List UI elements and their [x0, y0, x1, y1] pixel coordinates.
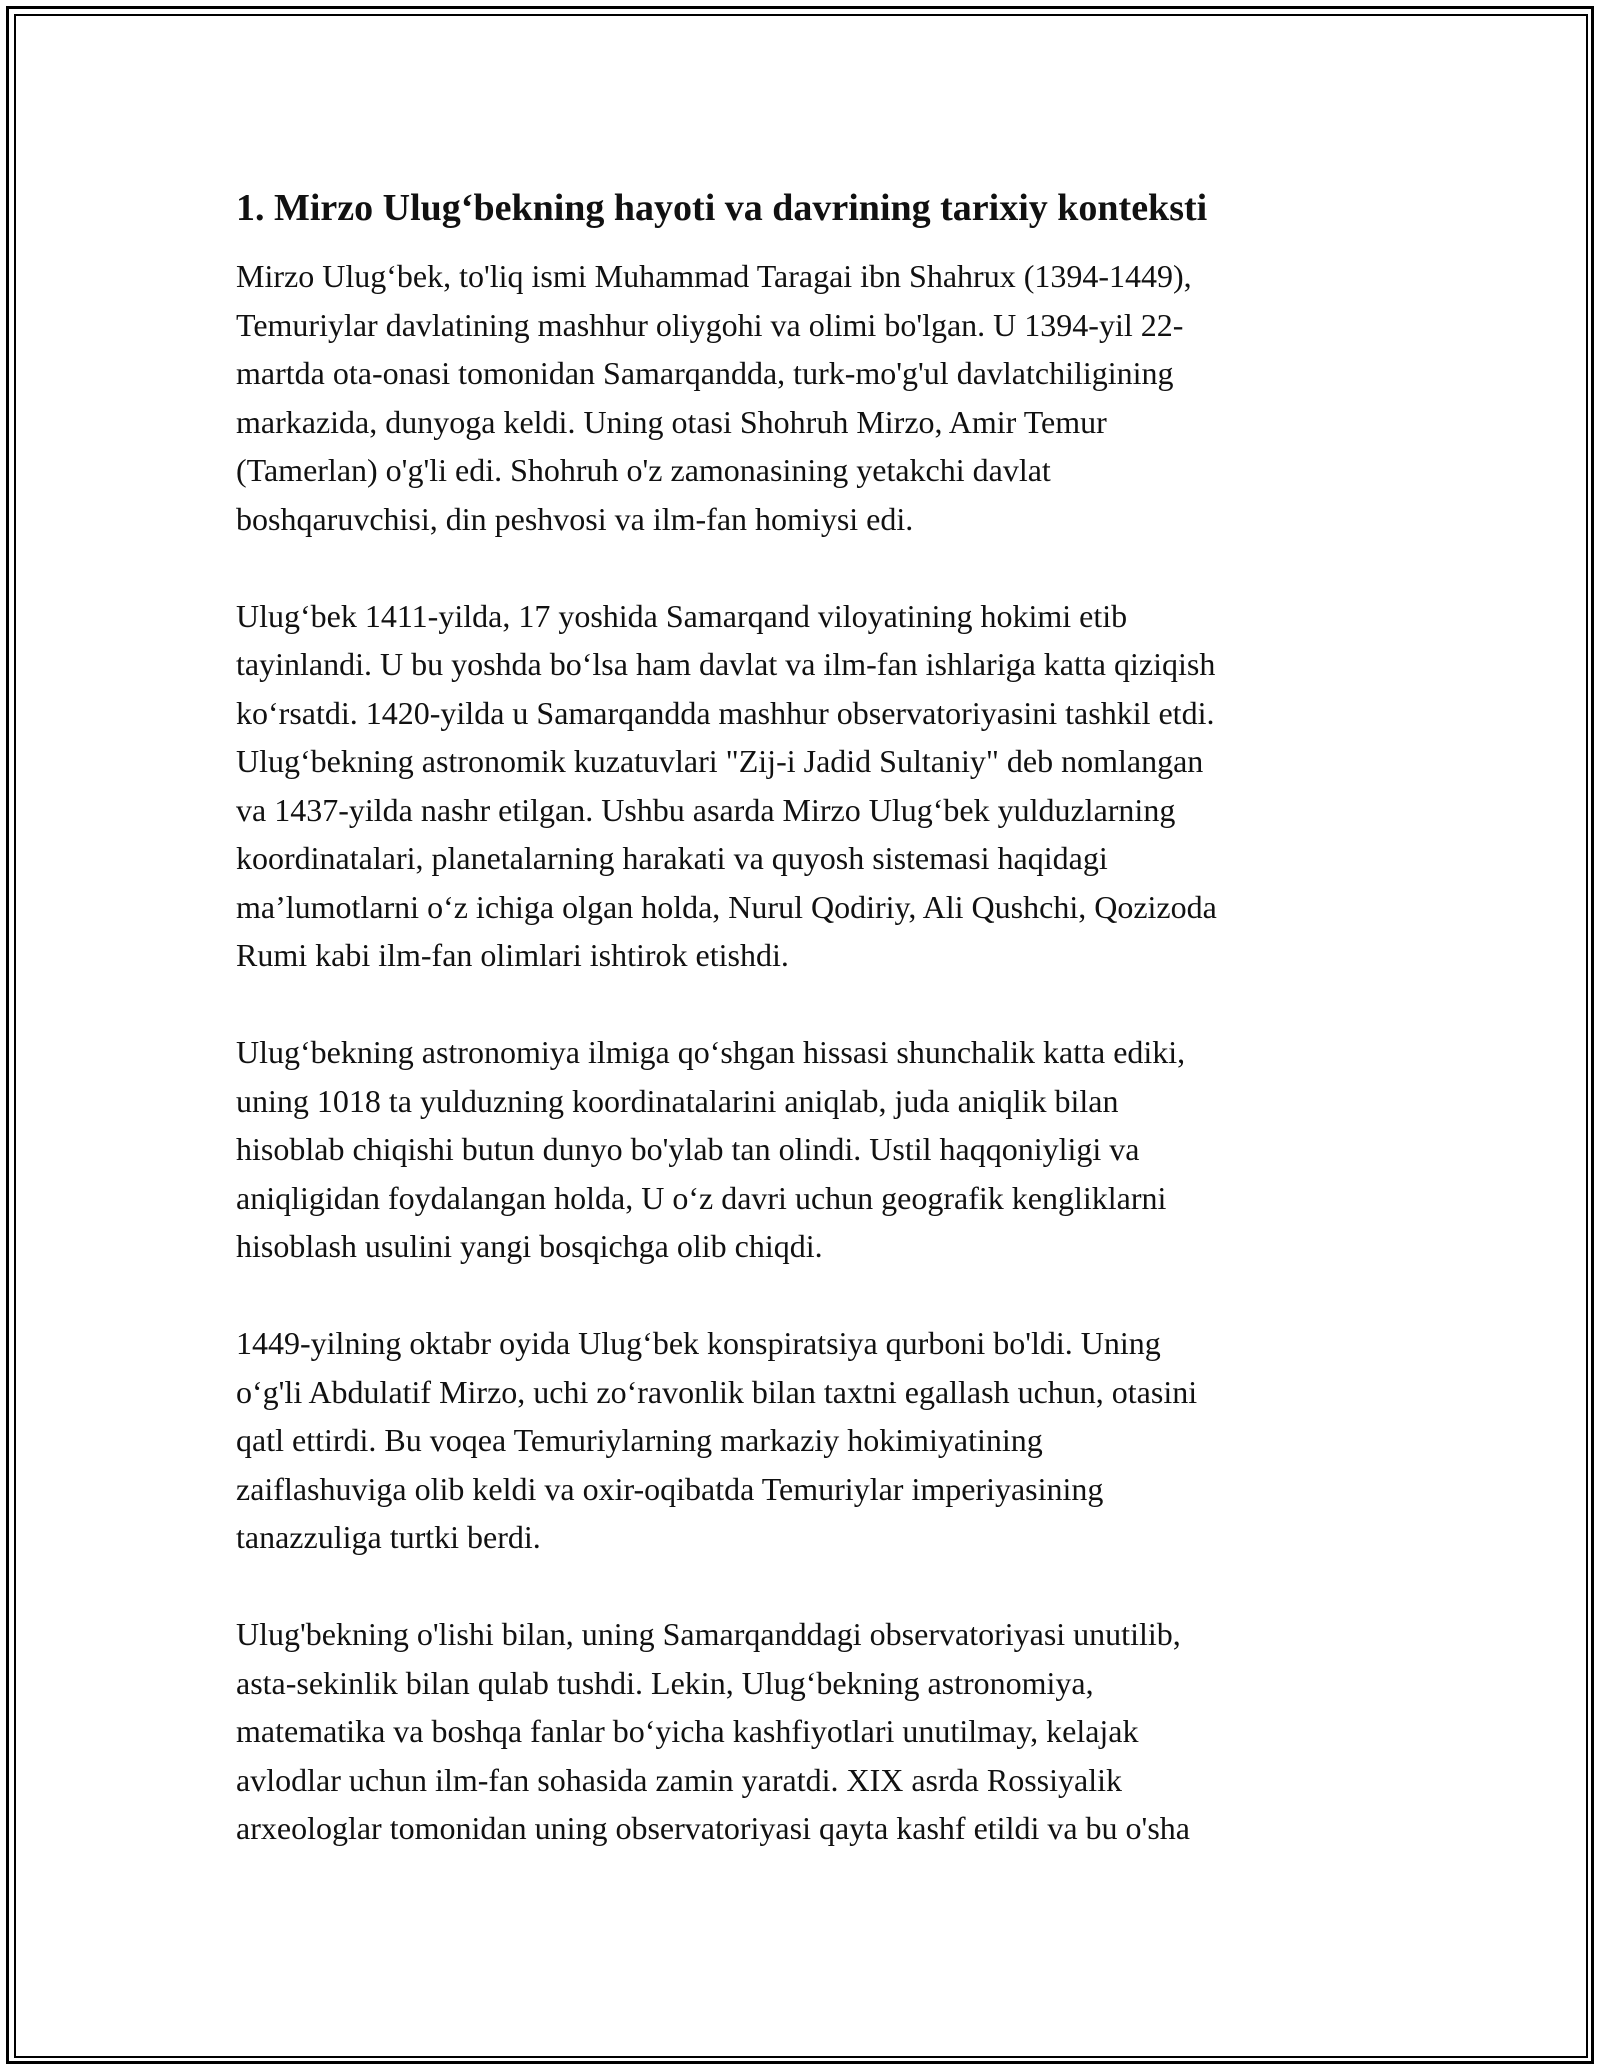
- paragraph-line: qatl ettirdi. Bu voqea Temuriylarning markaziy hokimiyatining: [236, 1422, 1043, 1458]
- section-heading: 1. Mirzo Ulug‘bekning hayoti va davrining tarixiy konteksti: [236, 187, 1208, 229]
- paragraph-line: tayinlandi. U bu yoshda bo‘lsa ham davlat va ilm-fan ishlariga katta qiziqish: [236, 646, 1216, 682]
- paragraph-line: o‘g'li Abdulatif Mirzo, uchi zo‘ravonlik bilan taxtni egallash uchun, otasini: [236, 1373, 1198, 1410]
- paragraph-line: uning 1018 ta yulduzning koordinatalarini aniqlab, juda aniqlik bilan: [236, 1082, 1119, 1119]
- paragraph-line: Rumi kabi ilm-fan olimlari ishtirok etishdi.: [236, 937, 789, 973]
- paragraph-line: aniqligidan foydalangan holda, U o‘z davri uchun geografik kengliklarni: [236, 1179, 1167, 1216]
- paragraph-line: avlodlar uchun ilm-fan sohasida zamin yaratdi. XIX asrda Rossiyalik: [236, 1761, 1122, 1798]
- paragraph-4: [236, 1319, 1376, 1562]
- paragraph-line: Temuriylar davlatining mashhur oliygohi va olimi bo'lgan. U 1394-yil 22-: [236, 306, 1184, 343]
- paragraph-line: ma’lumotlarni o‘z ichiga olgan holda, Nurul Qodiriy, Ali Qushchi, Qozizoda: [236, 888, 1217, 925]
- paragraph-line: asta-sekinlik bilan qulab tushdi. Lekin, Ulug‘bekning astronomiya,: [236, 1664, 1094, 1701]
- paragraph-line: hisoblab chiqishi butun dunyo bo'ylab tan olindi. Ustil haqqoniyligi va: [236, 1131, 1140, 1167]
- paragraph-line: Ulug'bekning o'lishi bilan, uning Samarqanddagi observatoriyasi unutilib,: [236, 1616, 1181, 1652]
- paragraph-5: [236, 1610, 1376, 1853]
- paragraph-line: markazida, dunyoga keldi. Uning otasi Shohruh Mirzo, Amir Temur: [236, 403, 1107, 440]
- paragraph-line: boshqaruvchisi, din peshvosi va ilm-fan homiysi edi.: [236, 500, 914, 537]
- paragraph-line: Mirzo Ulug‘bek, to'liq ismi Muhammad Taragai ibn Shahrux (1394-1449),: [236, 258, 1192, 294]
- paragraph-line: Ulug‘bekning astronomik kuzatuvlari "Zij-i Jadid Sultaniy" deb nomlangan: [236, 743, 1204, 779]
- paragraph-line: hisoblash usulini yangi bosqichga olib chiqdi.: [236, 1228, 823, 1264]
- paragraph-line: Ulug‘bek 1411-yilda, 17 yoshida Samarqand viloyatining hokimi etib: [236, 597, 1128, 634]
- paragraph-line: zaiflashuviga olib keldi va oxir-oqibatda Temuriylar imperiyasining: [236, 1470, 1104, 1507]
- paragraph-line: martda ota-onasi tomonidan Samarqandda, turk-mo'g'ul davlatchiligining: [236, 355, 1174, 391]
- paragraph-line: 1449-yilning oktabr oyida Ulug‘bek konspiratsiya qurboni bo'ldi. Uning: [236, 1325, 1161, 1361]
- paragraph-line: tanazzuliga turtki berdi.: [236, 1519, 541, 1555]
- paragraph-line: ko‘rsatdi. 1420-yilda u Samarqandda mashhur observatoriyasini tashkil etdi.: [236, 694, 1215, 731]
- paragraph-line: arxeologlar tomonidan uning observatoriyasi qayta kashf etildi va bu o'sha: [236, 1810, 1190, 1846]
- paragraph-line: Ulug‘bekning astronomiya ilmiga qo‘shgan hissasi shunchalik katta ediki,: [236, 1034, 1186, 1070]
- paragraph-line: va 1437-yilda nashr etilgan. Ushbu asarda Mirzo Ulug‘bek yulduzlarning: [236, 791, 1176, 828]
- paragraph-line: (Tamerlan) o'g'li edi. Shohruh o'z zamonasining yetakchi davlat: [236, 452, 1051, 488]
- paragraph-line: matematika va boshqa fanlar bo‘yicha kashfiyotlari unutilmay, kelajak: [236, 1713, 1139, 1749]
- paragraph-1: [236, 252, 1376, 543]
- paragraph-line: koordinatalari, planetalarning harakati va quyosh sistemasi haqidagi: [236, 840, 1108, 876]
- document-body: [236, 184, 1376, 1853]
- paragraph-3: [236, 1028, 1376, 1271]
- paragraph-2: [236, 592, 1376, 980]
